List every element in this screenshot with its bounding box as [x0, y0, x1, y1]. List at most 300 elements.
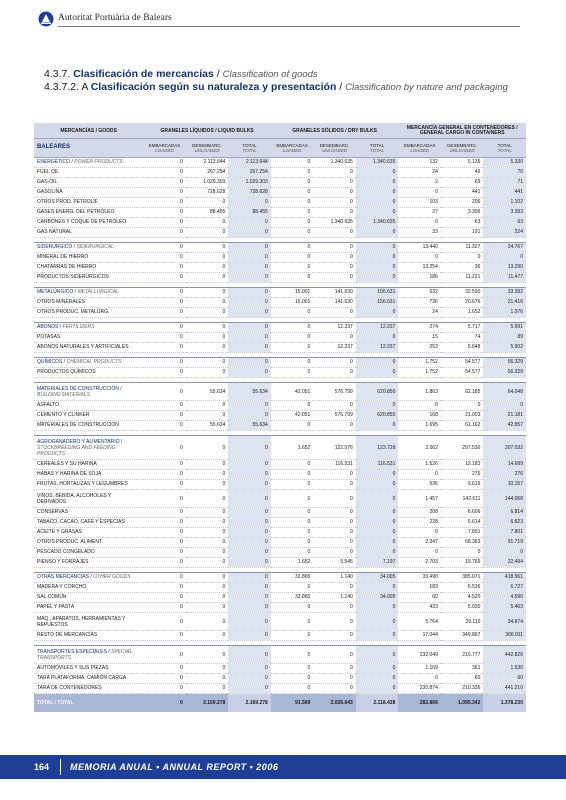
value-cell: 6.614: [441, 518, 484, 528]
value-cell: 0: [271, 684, 314, 694]
value-cell: 15.001: [271, 298, 314, 308]
row-label: TRANSPORTES ESPECIALES / SPECIAL TRANSPORTS: [34, 646, 143, 664]
value-cell: 24: [398, 168, 441, 178]
value-cell: 632: [398, 288, 441, 298]
value-cell: 0: [271, 664, 314, 674]
value-cell: 60: [483, 674, 526, 684]
value-cell: 1.140: [313, 593, 356, 603]
subcolumn-header-es: EMBARCADAS: [403, 142, 436, 148]
value-cell: 156.631: [356, 298, 399, 308]
value-cell: 0: [356, 308, 399, 318]
value-cell: 1.752: [398, 358, 441, 368]
table-row: [34, 208, 526, 218]
total-row: [34, 694, 526, 713]
value-cell: 0: [186, 333, 229, 343]
value-cell: 0: [356, 421, 399, 431]
value-cell: 0: [143, 583, 186, 593]
value-cell: 276: [483, 470, 526, 480]
value-cell: 56.329: [483, 358, 526, 368]
value-cell: 0: [313, 208, 356, 218]
value-cell: 0: [143, 333, 186, 343]
subcolumn-header: [313, 139, 356, 158]
value-cell: 0: [398, 674, 441, 684]
value-cell: 122.076: [313, 436, 356, 460]
table-row: [34, 684, 526, 694]
value-cell: 21.003: [441, 411, 484, 421]
port-name: BALEARES: [34, 139, 143, 158]
value-cell: 0: [228, 528, 271, 538]
value-cell: 0: [356, 538, 399, 548]
category-row: [34, 158, 526, 168]
value-cell: 69: [441, 178, 484, 188]
value-cell: 0: [228, 368, 271, 378]
table-row: [34, 538, 526, 548]
table-row: [34, 263, 526, 273]
value-cell: 0: [271, 460, 314, 470]
table-row: [34, 593, 526, 603]
goods-classification-table: [34, 123, 526, 712]
value-cell: 0: [143, 243, 186, 253]
subcolumn-header-es: TOTAL: [242, 142, 257, 148]
value-cell: 0: [271, 518, 314, 528]
row-label: [34, 421, 143, 431]
row-label-es: SAL COMÚN: [37, 594, 67, 600]
row-label: [34, 273, 143, 283]
row-label: [34, 558, 143, 568]
value-cell: 0: [186, 436, 229, 460]
value-cell: 0: [356, 480, 399, 490]
value-cell: 5.902: [483, 343, 526, 353]
row-label-en: SPECIAL TRANSPORTS: [37, 648, 133, 661]
value-cell: 0: [356, 273, 399, 283]
row-label: [34, 508, 143, 518]
table-row: [34, 603, 526, 613]
value-cell: 0: [143, 470, 186, 480]
row-label: AGROGANADERO Y ALIMENTARIO / STOCKBREEDING AND FEEDING PRODUCTS: [34, 436, 143, 460]
value-cell: 33.392: [483, 288, 526, 298]
header-rule: [58, 26, 520, 27]
value-cell: 0: [143, 613, 186, 631]
category-row: [34, 288, 526, 298]
value-cell: 0: [271, 528, 314, 538]
value-cell: 728.628: [186, 188, 229, 198]
value-cell: 0: [483, 548, 526, 558]
value-cell: 191: [441, 228, 484, 238]
category-row: [34, 358, 526, 368]
group-header-row: [34, 123, 526, 139]
value-cell: 230.874: [398, 684, 441, 694]
value-cell: 0: [228, 243, 271, 253]
value-cell: 70: [483, 168, 526, 178]
value-cell: 2.113.644: [228, 158, 271, 168]
value-cell: 42.051: [271, 383, 314, 401]
value-cell: 0: [186, 684, 229, 694]
value-cell: 0: [186, 603, 229, 613]
row-label-es: TARA PLATAFORMA, CAMIÓN CARGA: [37, 675, 127, 681]
value-cell: 0: [271, 583, 314, 593]
value-cell: 0: [271, 470, 314, 480]
category-row: [34, 243, 526, 253]
value-cell: 17.044: [398, 631, 441, 641]
value-cell: 0: [271, 603, 314, 613]
subcolumn-header: [483, 139, 526, 158]
value-cell: 0: [313, 470, 356, 480]
value-cell: 0: [313, 548, 356, 558]
row-label-es: OTROS PROD. PETROLÍF.: [37, 199, 99, 205]
value-cell: 0: [356, 603, 399, 613]
value-cell: 15.001: [271, 288, 314, 298]
value-cell: 0: [143, 253, 186, 263]
value-cell: 0: [186, 273, 229, 283]
value-cell: 24.767: [483, 243, 526, 253]
value-cell: 0: [186, 358, 229, 368]
value-cell: 0: [143, 508, 186, 518]
value-cell: 0: [228, 308, 271, 318]
value-cell: 0: [143, 573, 186, 583]
subcolumn-header-es: EMBARCADAS: [276, 142, 308, 148]
value-cell: 0: [143, 208, 186, 218]
total-label: TOTAL / TOTAL: [34, 694, 143, 713]
table-row: [34, 368, 526, 378]
value-cell: 0: [313, 583, 356, 593]
row-label-es: MADERA Y CORCHO: [37, 584, 87, 590]
value-cell: 0: [271, 208, 314, 218]
value-cell: 55.634: [186, 421, 229, 431]
row-label: [34, 411, 143, 421]
value-cell: 20.676: [441, 298, 484, 308]
value-cell: 0: [483, 253, 526, 263]
value-cell: 0: [228, 470, 271, 480]
row-label: ENERGÉTICO / POWER PRODUCTS: [34, 158, 143, 168]
value-cell: 0: [441, 401, 484, 411]
value-cell: 116.531: [356, 460, 399, 470]
value-cell: 0: [143, 684, 186, 694]
value-cell: 1.029.303: [228, 178, 271, 188]
value-cell: 13.254: [398, 263, 441, 273]
subcolumn-header: [356, 139, 399, 158]
value-cell: 0: [143, 368, 186, 378]
row-label-es: ASFALTO: [37, 402, 60, 408]
table-row: [34, 333, 526, 343]
value-cell: 0: [313, 518, 356, 528]
row-label-es: GAS-OIL: [37, 179, 58, 185]
subcolumn-header-en: TOTAL: [497, 148, 512, 153]
table-row: [34, 664, 526, 674]
row-label-es: HABAS Y HARINA DE SOJA: [37, 471, 102, 477]
value-cell: 1.752: [398, 368, 441, 378]
total-value-cell: 2.026.643: [313, 694, 356, 713]
total-value-cell: 2.169.278: [228, 694, 271, 713]
value-cell: 3.393: [483, 208, 526, 218]
row-label-es: GASES ENERG. DEL PETRÓLEO: [37, 209, 115, 215]
value-cell: 0: [186, 613, 229, 631]
value-cell: 536: [398, 480, 441, 490]
value-cell: 0: [313, 401, 356, 411]
value-cell: 0: [228, 558, 271, 568]
value-cell: 0: [186, 308, 229, 318]
subcolumn-header-en: UNLOADED: [449, 148, 475, 153]
value-cell: 36: [441, 263, 484, 273]
row-label-es: SIDERÚRGICO: [37, 244, 73, 250]
value-cell: 0: [143, 298, 186, 308]
value-cell: 0: [143, 593, 186, 603]
page-header: [0, 0, 566, 34]
value-cell: 5.717: [441, 323, 484, 333]
row-label-es: CEREALES Y SU HARINA: [37, 461, 97, 467]
value-cell: 0: [186, 631, 229, 641]
value-cell: 0: [186, 460, 229, 470]
subcolumn-header: [398, 139, 441, 158]
value-cell: 0: [228, 273, 271, 283]
value-cell: 1.140: [313, 573, 356, 583]
value-cell: 33: [398, 228, 441, 238]
row-label: OTRAS MERCANCÍAS / OTHER GOODS: [34, 573, 143, 583]
value-cell: 0: [271, 368, 314, 378]
value-cell: 0: [313, 490, 356, 508]
value-cell: 32.590: [441, 288, 484, 298]
value-cell: 267.254: [186, 168, 229, 178]
value-cell: 64.048: [483, 383, 526, 401]
group-header-containers: MERCANCÍA GENERAL EN CONTENEDORES / GENERAL CARGO IN CONTAINERS: [398, 123, 526, 139]
value-cell: 0: [356, 198, 399, 208]
value-cell: 0: [143, 308, 186, 318]
row-label: [34, 470, 143, 480]
value-cell: 14.689: [483, 460, 526, 470]
value-cell: 2.347: [398, 538, 441, 548]
row-label-es: TABACO, CACAO, CAFÉ Y ESPECIAS: [37, 519, 125, 525]
subcolumn-header: [186, 139, 229, 158]
value-cell: 1.340.635: [313, 218, 356, 228]
value-cell: 6.727: [483, 583, 526, 593]
value-cell: 0: [143, 323, 186, 333]
table-row: [34, 308, 526, 318]
value-cell: 0: [143, 383, 186, 401]
value-cell: 0: [186, 470, 229, 480]
group-header-liquid-bulks: GRANELES LÍQUIDOS / LIQUID BULKS: [143, 123, 271, 139]
value-cell: 88.455: [228, 208, 271, 218]
value-cell: 4.596: [483, 593, 526, 603]
value-cell: 34.005: [356, 573, 399, 583]
value-cell: 0: [143, 631, 186, 641]
table-row: [34, 528, 526, 538]
value-cell: 0: [143, 480, 186, 490]
value-cell: 0: [271, 253, 314, 263]
table-row: [34, 168, 526, 178]
value-cell: 0: [356, 664, 399, 674]
value-cell: 0: [228, 218, 271, 228]
value-cell: 0: [228, 228, 271, 238]
value-cell: 0: [271, 178, 314, 188]
value-cell: 1.695: [398, 421, 441, 431]
value-cell: 0: [313, 538, 356, 548]
value-cell: 12.237: [313, 343, 356, 353]
row-label: [34, 548, 143, 558]
value-cell: 0: [186, 411, 229, 421]
row-label: [34, 208, 143, 218]
value-cell: 0: [186, 228, 229, 238]
subcolumn-header-en: TOTAL: [242, 148, 257, 153]
subsection-title-en: Classification by nature and packaging: [345, 82, 508, 93]
row-label: [34, 538, 143, 548]
value-cell: 12.237: [356, 343, 399, 353]
value-cell: 29.110: [441, 613, 484, 631]
value-cell: 0: [228, 288, 271, 298]
value-cell: 620.850: [356, 383, 399, 401]
value-cell: 0: [313, 333, 356, 343]
value-cell: 0: [228, 508, 271, 518]
value-cell: 5.330: [483, 158, 526, 168]
row-label-es: FUEL OIL: [37, 169, 60, 175]
value-cell: 0: [398, 401, 441, 411]
value-cell: 0: [186, 288, 229, 298]
row-label-es: OTRAS MERCANCÍAS: [37, 574, 89, 580]
value-cell: 0: [313, 263, 356, 273]
value-cell: 0: [186, 528, 229, 538]
value-cell: 88.455: [186, 208, 229, 218]
row-label-es: CEMENTO Y CLINKER: [37, 412, 90, 418]
table-row: [34, 178, 526, 188]
value-cell: 0: [271, 548, 314, 558]
value-cell: 0: [143, 188, 186, 198]
value-cell: 210.777: [441, 646, 484, 664]
page-number: 164: [34, 762, 50, 772]
value-cell: 5.545: [313, 558, 356, 568]
value-cell: 0: [313, 243, 356, 253]
value-cell: 7.801: [483, 528, 526, 538]
value-cell: 0: [143, 273, 186, 283]
subsection-number: 4.3.7.2. A: [44, 81, 88, 93]
value-cell: 0: [186, 401, 229, 411]
value-cell: 0: [143, 288, 186, 298]
row-label: [34, 218, 143, 228]
value-cell: 1.340.635: [313, 158, 356, 168]
value-cell: 5.991: [483, 323, 526, 333]
value-cell: 0: [271, 228, 314, 238]
value-cell: 0: [313, 631, 356, 641]
section-number: 4.3.7.: [44, 68, 71, 80]
value-cell: 11.477: [483, 273, 526, 283]
value-cell: 0: [228, 411, 271, 421]
category-row: [34, 573, 526, 583]
value-cell: 0: [313, 646, 356, 664]
value-cell: 0: [186, 218, 229, 228]
row-label-en: CHEMICAL PRODUCTS: [66, 359, 122, 365]
value-cell: 0: [143, 490, 186, 508]
row-label: ABONOS / FERTILIZERS: [34, 323, 143, 333]
value-cell: 0: [186, 583, 229, 593]
value-cell: 144.068: [483, 490, 526, 508]
value-cell: 0: [228, 674, 271, 684]
row-label-es: ACEITE Y GRASAS: [37, 529, 82, 535]
value-cell: 4.520: [441, 593, 484, 603]
category-row: [34, 436, 526, 460]
value-cell: 0: [228, 253, 271, 263]
value-cell: 0: [271, 308, 314, 318]
table-row: [34, 228, 526, 238]
value-cell: 0: [356, 208, 399, 218]
value-cell: 0: [356, 253, 399, 263]
row-label: [34, 603, 143, 613]
value-cell: 55.634: [228, 383, 271, 401]
value-cell: 0: [356, 684, 399, 694]
value-cell: 24: [398, 308, 441, 318]
row-label-en: FERTILIZERS: [62, 324, 95, 330]
row-label: [34, 401, 143, 411]
value-cell: 0: [143, 436, 186, 460]
value-cell: 0: [228, 548, 271, 558]
value-cell: 33.490: [398, 573, 441, 583]
value-cell: 6.823: [483, 518, 526, 528]
value-cell: 206: [441, 198, 484, 208]
value-cell: 0: [271, 538, 314, 548]
value-cell: 6.536: [441, 583, 484, 593]
value-cell: 116.531: [313, 460, 356, 470]
value-cell: 42.857: [483, 421, 526, 431]
table-row: [34, 508, 526, 518]
row-header-cell: MERCANCÍAS / GOODS: [34, 123, 143, 139]
value-cell: 0: [143, 263, 186, 273]
subcolumn-header: [441, 139, 484, 158]
value-cell: 0: [143, 528, 186, 538]
value-cell: 361: [441, 664, 484, 674]
value-cell: 1.976: [483, 308, 526, 318]
value-cell: 0: [356, 631, 399, 641]
value-cell: 183: [398, 583, 441, 593]
value-cell: 32.865: [271, 573, 314, 583]
value-cell: 441: [441, 188, 484, 198]
group-header-dry-bulks: GRANELES SÓLIDOS / DRY BULKS: [271, 123, 399, 139]
value-cell: 0: [228, 593, 271, 603]
row-label-es: PRODUCTOS SIDERÚRGICOS: [37, 274, 109, 280]
value-cell: 0: [271, 218, 314, 228]
value-cell: 0: [143, 603, 186, 613]
value-cell: 74: [441, 333, 484, 343]
value-cell: 0: [356, 263, 399, 273]
category-row: [34, 383, 526, 401]
value-cell: 0: [228, 490, 271, 508]
value-cell: 186: [398, 273, 441, 283]
value-cell: 366.911: [483, 631, 526, 641]
value-cell: 0: [356, 548, 399, 558]
value-cell: 728.628: [228, 188, 271, 198]
row-label-es: TRANSPORTES ESPECIALES: [37, 648, 107, 655]
value-cell: 0: [186, 646, 229, 664]
footer-separator: [60, 759, 61, 775]
value-cell: 0: [356, 518, 399, 528]
table-row: [34, 218, 526, 228]
row-label-es: QUÍMICOS: [37, 359, 63, 365]
row-label-es: POTASAS: [37, 334, 61, 340]
subcolumn-header-es: DESEMBARC.: [192, 142, 222, 148]
row-label: MATERIALES DE CONSTRUCCIÓN / BUILDING MATERIALS: [34, 383, 143, 401]
value-cell: 0: [186, 368, 229, 378]
value-cell: 27: [398, 208, 441, 218]
table-row: [34, 298, 526, 308]
value-cell: 0: [143, 228, 186, 238]
row-label-es: CHATARRAS DE HIERRO: [37, 264, 97, 270]
value-cell: 0: [228, 603, 271, 613]
value-cell: 0: [313, 358, 356, 368]
value-cell: 0: [313, 480, 356, 490]
row-label: QUÍMICOS / CHEMICAL PRODUCTS: [34, 358, 143, 368]
value-cell: 0: [271, 158, 314, 168]
value-cell: 0: [398, 470, 441, 480]
value-cell: 1.457: [398, 490, 441, 508]
value-cell: 0: [143, 664, 186, 674]
value-cell: 0: [271, 263, 314, 273]
value-cell: 0: [313, 674, 356, 684]
row-label-es: PAPEL Y PASTA: [37, 604, 75, 610]
